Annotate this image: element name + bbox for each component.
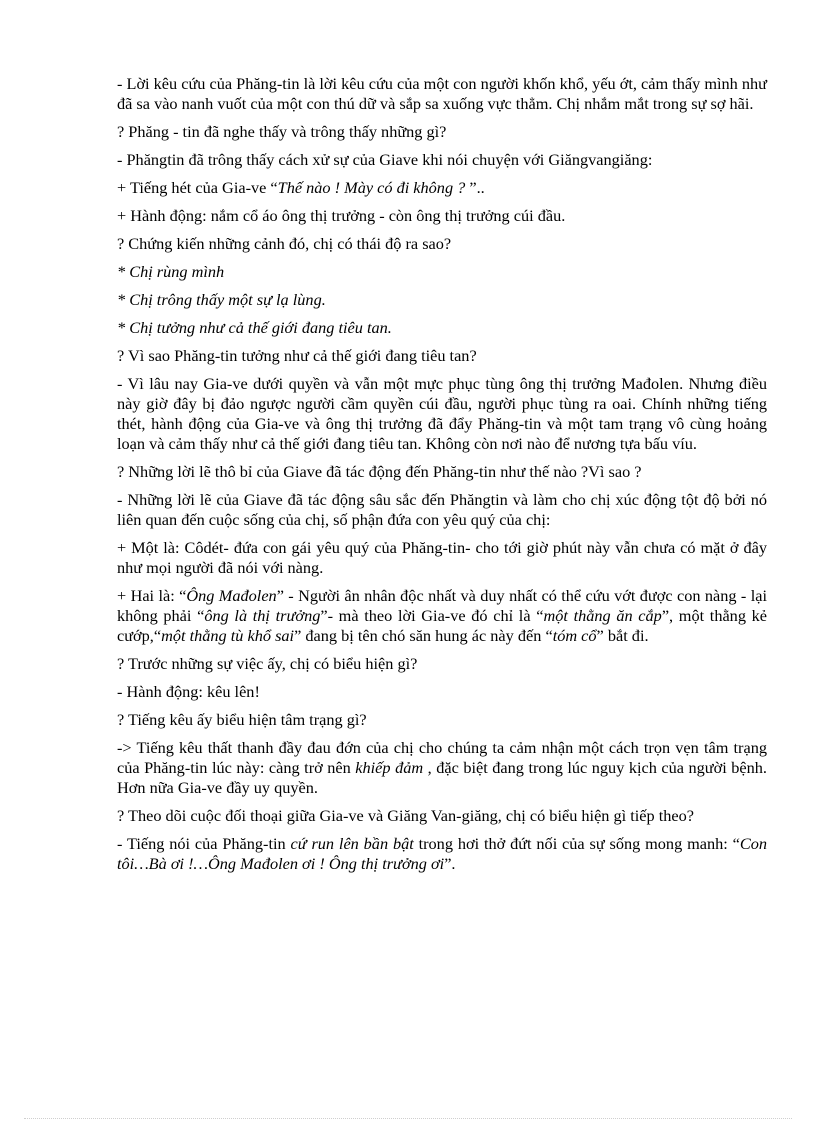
text-run: ” bắt đi. xyxy=(596,626,649,645)
text-run: ” đang bị tên chó săn hung ác này đến “ xyxy=(294,626,553,645)
paragraph xyxy=(117,710,767,730)
text-run: ? Trước những sự việc ấy, chị có biểu hiện gì? xyxy=(117,654,418,673)
paragraph xyxy=(117,234,767,254)
text-run: - Hành động: kêu lên! xyxy=(117,682,260,701)
paragraph xyxy=(117,262,767,282)
text-run: ” - Người ân nhân độc nhất và duy nhất có thể cứu vớt được con nàng - lại không phải “ xyxy=(117,586,767,625)
paragraph xyxy=(117,490,767,530)
text-run: - Phăngtin đã trông thấy cách xử sự của Giave khi nói chuyện với Giăngvangiăng: xyxy=(117,150,653,169)
document-body xyxy=(117,74,767,882)
page-bottom-divider xyxy=(24,1118,792,1119)
text-run: ? Những lời lẽ thô bỉ của Giave đã tác động đến Phăng-tin như thế nào ?Vì sao ? xyxy=(117,462,642,481)
text-run: ”.. xyxy=(465,178,485,197)
italic-text-run: Con tôi…Bà ơi !…Ông Mađolen ơi ! Ông thị trưởng ơi xyxy=(117,834,767,873)
text-run: ? Chứng kiến những cảnh đó, chị có thái độ ra sao? xyxy=(117,234,452,253)
text-run: ”, một thằng kẻ cướp,“ xyxy=(117,606,768,645)
text-run: -> Tiếng kêu thất thanh đầy đau đớn của chị cho chúng ta cảm nhận một cách trọn vẹn tâm trạng của Phăng-tin lúc này: càng trở nên xyxy=(117,738,767,777)
paragraph xyxy=(117,346,767,366)
paragraph xyxy=(117,806,767,826)
text-run: + Một là: Côdét- đứa con gái yêu quý của Phăng-tin- cho tới giờ phút này vẫn chưa có mặt ở đây như mọi người đã nói với nàng. xyxy=(117,538,767,577)
text-run: ? Theo dõi cuộc đối thoại giữa Gia-ve và Giăng Van-giăng, chị có biểu hiện gì tiếp theo? xyxy=(117,806,694,825)
text-run: + Hai là: “ xyxy=(117,586,187,605)
paragraph xyxy=(117,538,767,578)
italic-text-run: * Chị trông thấy một sự lạ lùng. xyxy=(117,290,326,309)
italic-text-run: * Chị rùng mình xyxy=(117,262,225,281)
italic-text-run: một thằng ăn cắp xyxy=(543,606,662,625)
paragraph xyxy=(117,682,767,702)
paragraph xyxy=(117,150,767,170)
italic-text-run: tóm cổ xyxy=(552,626,597,645)
text-run: ”- mà theo lời Gia-ve đó chỉ là “ xyxy=(320,606,544,625)
text-run: - Những lời lẽ của Giave đã tác động sâu sắc đến Phăngtin và làm cho chị xúc động tột độ bởi nó liên quan đến cuộc sống của chị, số phận đứa con yêu quý của chị: xyxy=(117,490,767,529)
paragraph xyxy=(117,834,767,874)
text-run: - Tiếng nói của Phăng-tin xyxy=(117,834,291,853)
text-run: ? Phăng - tin đã nghe thấy và trông thấy những gì? xyxy=(117,122,447,141)
text-run: + Tiếng hét của Gia-ve “ xyxy=(117,178,278,197)
paragraph xyxy=(117,738,767,798)
italic-text-run: cứ run lên bần bật xyxy=(290,834,414,853)
paragraph xyxy=(117,290,767,310)
paragraph xyxy=(117,586,767,646)
italic-text-run: một thằng tù khổ sai xyxy=(161,626,295,645)
text-run: ”. xyxy=(444,854,456,873)
text-run: , đặc biệt đang trong lúc nguy kịch của người bệnh. Hơn nữa Gia-ve đầy uy quyền. xyxy=(117,758,768,797)
italic-text-run: Ông Mađolen xyxy=(186,586,277,605)
paragraph xyxy=(117,654,767,674)
italic-text-run: khiếp đảm xyxy=(355,758,424,777)
text-run: ? Tiếng kêu ấy biểu hiện tâm trạng gì? xyxy=(117,710,367,729)
text-run: - Lời kêu cứu của Phăng-tin là lời kêu cứu của một con người khốn khổ, yếu ớt, cảm thấy mình như đã sa vào nanh vuốt của một con thú dữ và sắp sa xuống vực thẳm. Chị nhắm mắt trong sự sợ hãi. xyxy=(117,74,767,113)
text-run: trong hơi thở đứt nối của sự sống mong manh: “ xyxy=(413,834,740,853)
italic-text-run: ông là thị trưởng xyxy=(204,606,321,625)
text-run: - Vì lâu nay Gia-ve dưới quyền và vẫn một mực phục tùng ông thị trưởng Mađolen. Nhưng điều này giờ đây bị đảo ngược người cầm quyền cúi đầu, người phục tùng ra oai. Chính những tiếng thét, hành động của Gia-ve và ông thị trưởng đã đẩy Phăng-tin và một tam trạng vô cùng hoảng loạn và cảm thấy như cả thế giới đang tiêu tan. Không còn nơi nào để nương tựa bấu víu. xyxy=(117,374,767,453)
italic-text-run: * Chị tưởng như cả thế giới đang tiêu tan. xyxy=(117,318,392,337)
text-run: + Hành động: nắm cổ áo ông thị trưởng - còn ông thị trưởng cúi đầu. xyxy=(117,206,566,225)
paragraph xyxy=(117,74,767,114)
paragraph xyxy=(117,318,767,338)
paragraph xyxy=(117,178,767,198)
paragraph xyxy=(117,374,767,454)
paragraph xyxy=(117,122,767,142)
italic-text-run: Thế nào ! Mày có đi không ? xyxy=(277,178,466,197)
text-run: ? Vì sao Phăng-tin tưởng như cả thế giới đang tiêu tan? xyxy=(117,346,477,365)
paragraph xyxy=(117,462,767,482)
paragraph xyxy=(117,206,767,226)
